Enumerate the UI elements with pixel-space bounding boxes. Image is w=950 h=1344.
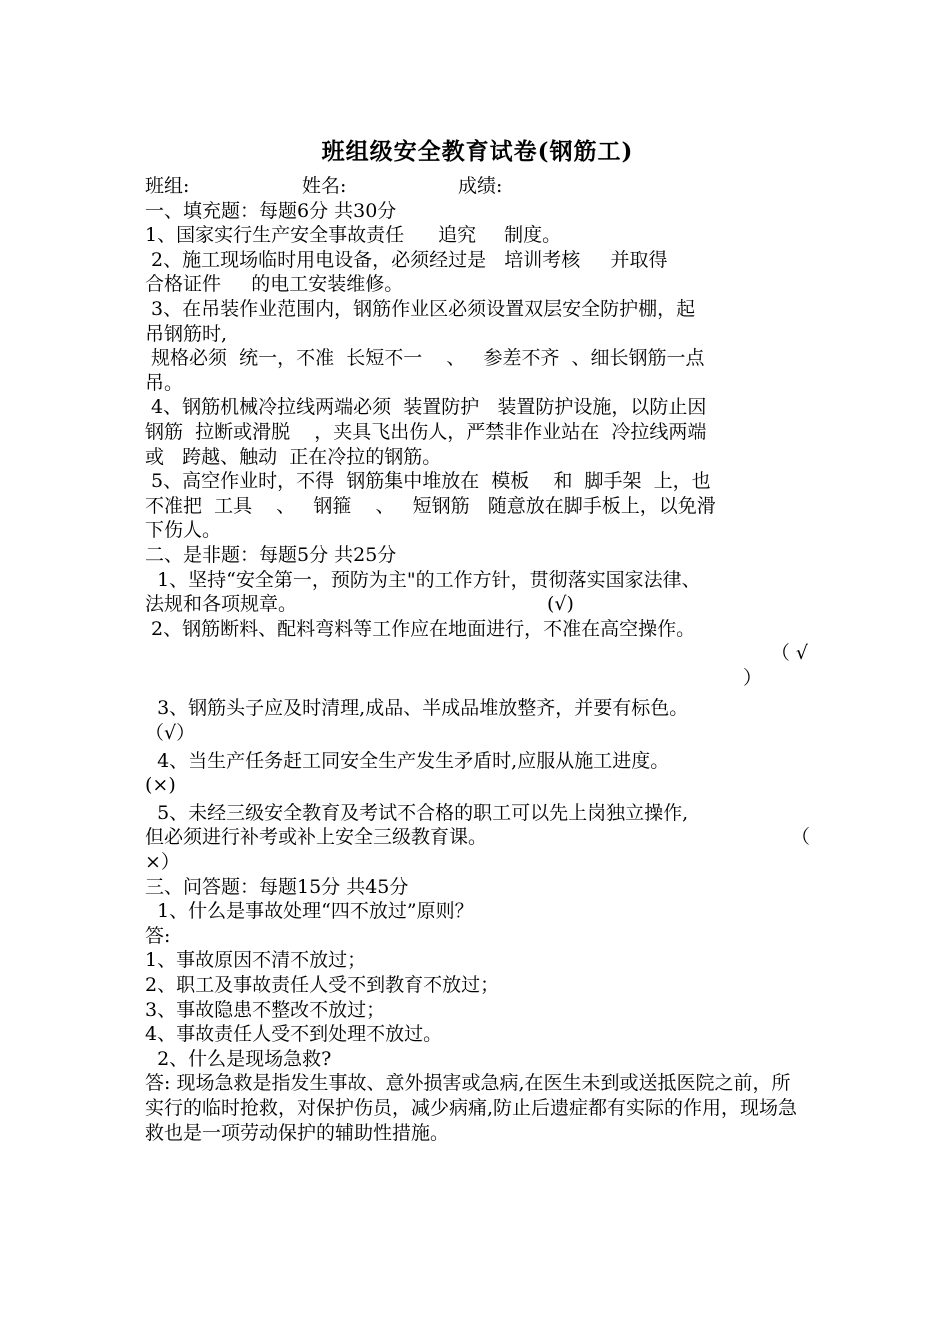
section-heading-qa: 三、问答题：每题15分 共45分	[145, 875, 409, 898]
q2-5-mark-close: ×）	[145, 851, 180, 874]
answer-3-1-item: 3、事故隐患不整改不放过；	[145, 998, 386, 1021]
question-1-5-line-1: 5、高空作业时，不得 钢筋集中堆放在 模板 和 脚手架 上，也	[145, 470, 711, 493]
name-label: 姓名:	[302, 175, 347, 197]
question-1-4-line-3: 或 跨越、触动 正在冷拉的钢筋。	[145, 445, 442, 468]
q2-2-mark-close: ）	[742, 666, 762, 689]
question-1-4-line-1: 4、钢筋机械冷拉线两端必须 装置防护 装置防护设施，以防止因	[145, 396, 707, 419]
q1-1-suffix: 制度。	[504, 224, 562, 247]
section-heading-true-false: 二、是非题：每题5分 共25分	[145, 543, 397, 566]
page-title: 班组级安全教育试卷(钢筋工)	[321, 138, 634, 165]
q2-4-mark: (×)	[145, 774, 176, 797]
answer-3-2: 答: 现场急救是指发生事故、意外损害或急病,在医生未到或送抵医院之前，所实行的临时抢救，对保护伤员，减少病痛,防止后遗症都有实际的作用，现场急救也是一项劳动保护的辅助性措施。	[145, 1072, 798, 1144]
exam-page	[145, 138, 810, 1145]
q2-5-mark-open: （	[790, 826, 810, 849]
question-1-3-line-2: 吊钢筋时,	[145, 322, 228, 345]
q2-5-text: 但必须进行补考或补上安全三级教育课。	[145, 826, 488, 849]
team-label: 班组:	[145, 175, 190, 197]
question-1-1	[145, 223, 810, 248]
question-3-1: 1、什么是事故处理“四不放过”原则？	[145, 900, 474, 923]
question-1-2-line-2: 合格证件 的电工安装维修。	[145, 273, 404, 296]
question-2-5-line-1: 5、未经三级安全教育及考试不合格的职工可以先上岗独立操作,	[145, 801, 689, 824]
q1-1-answer: 追究	[438, 224, 477, 247]
question-2-1-line-1: 1、坚持“安全第一，预防为主"的工作方针，贯彻落实国家法律、	[145, 568, 701, 591]
question-2-1-line-2	[145, 592, 810, 617]
question-1-5-line-2: 不准把 工具 、 钢箍 、 短钢筋 随意放在脚手板上，以免滑	[145, 494, 716, 517]
question-2-5-line-2	[145, 825, 810, 850]
question-1-3-line-3: 规格必须 统一，不准 长短不一 、 参差不齐 、细长钢筋一点	[145, 347, 705, 370]
question-1-3-line-1: 3、在吊装作业范围内，钢筋作业区必须设置双层安全防护棚，起	[145, 297, 696, 320]
answer-3-1-item: 2、职工及事故责任人受不到教育不放过；	[145, 974, 500, 996]
answer-3-1-label: 答:	[145, 924, 171, 947]
header-row	[145, 174, 810, 199]
q1-1-prefix: 1、国家实行生产安全事故责任	[145, 224, 405, 247]
question-2-2-line-1: 2、钢筋断料、配料弯料等工作应在地面进行，不准在高空操作。	[145, 617, 696, 640]
question-3-2: 2、什么是现场急救?	[145, 1047, 332, 1070]
answer-3-1-item: 1、事故原因不清不放过；	[145, 949, 367, 972]
score-label: 成绩:	[458, 175, 503, 197]
section-heading-fill: 一、填充题：每题6分 共30分	[145, 199, 397, 222]
q2-1-mark: (√)	[547, 593, 574, 616]
q2-2-mark-open: （ √	[770, 642, 808, 665]
question-1-3-line-4: 吊。	[145, 371, 184, 394]
question-1-4-line-2: 钢筋 拉断或滑脱 ，夹具飞出伤人，严禁非作业站在 冷拉线两端	[145, 420, 707, 443]
question-2-4-line-1: 4、当生产任务赶工同安全生产发生矛盾时,应服从施工进度。	[145, 749, 670, 772]
question-1-5-line-3: 下伤人。	[145, 519, 222, 542]
q2-3-mark: （√）	[145, 722, 196, 745]
question-1-2-line-1: 2、施工现场临时用电设备，必须经过是 培训考核 并取得	[145, 248, 668, 271]
question-2-3-line-1: 3、钢筋头子应及时清理,成品、半成品堆放整齐，并要有标色。	[145, 697, 689, 720]
q2-1-text: 法规和各项规章。	[145, 593, 298, 616]
answer-3-1-item: 4、事故责任人受不到处理不放过。	[145, 1023, 443, 1046]
